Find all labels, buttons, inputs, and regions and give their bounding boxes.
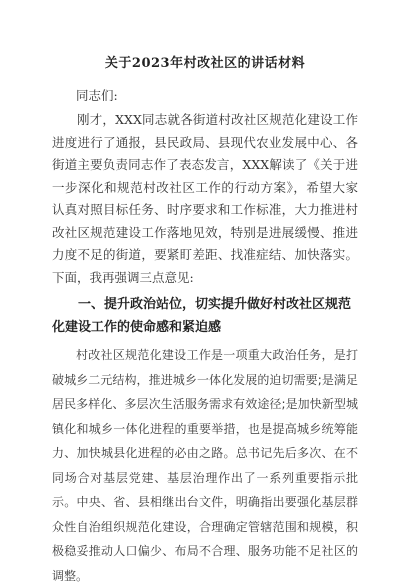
salutation: 同志们: — [76, 88, 118, 103]
section-heading-1: 一、提升政治站位，切实提升做好村改社区规范化建设工作的使命感和紧迫感 — [52, 297, 352, 335]
paragraph-section-1: 村改社区规范化建设工作是一项重大政治任务，是打破城乡二元结构，推进城乡一体化发展的迫切需要;是满足居民多样化、多层次生活服务需求有效途径;是加快新型城镇化和城乡一体化进程的重要举措，也是提高城乡统筹能力、加快城县化进程的必由之路。总书记先后多次、在不同场合对基层党建、基层治理作出了一系列重要指示批示。中央、省、县相继出台文件，明确指出要强化基层群众性自治组织规范化建设，合理确定管辖范围和规模，积极稳妥推动人口偏少、布局不合理、服务功能不足社区的调整。 — [52, 348, 358, 583]
document-title: 关于2023年村改社区的讲话材料 — [104, 56, 306, 71]
paragraph-opening: 刚才，XXX同志就各街道村改社区规范化建设工作进度进行了通报，县民政局、县现代农业发展中心、各街道主要负责同志作了表态发言，XXX解读了《关于进一步深化和规范村改社区工作的行动方案》，希望大家认真对照目标任务、时序要求和工作标准，大力推进村改社区规范建设工作落地见效，特别是进展缓慢、推进力度不足的街道，要紧盯差距、找准症结、加快落实。下面，我再强调三点意见: — [52, 112, 358, 285]
